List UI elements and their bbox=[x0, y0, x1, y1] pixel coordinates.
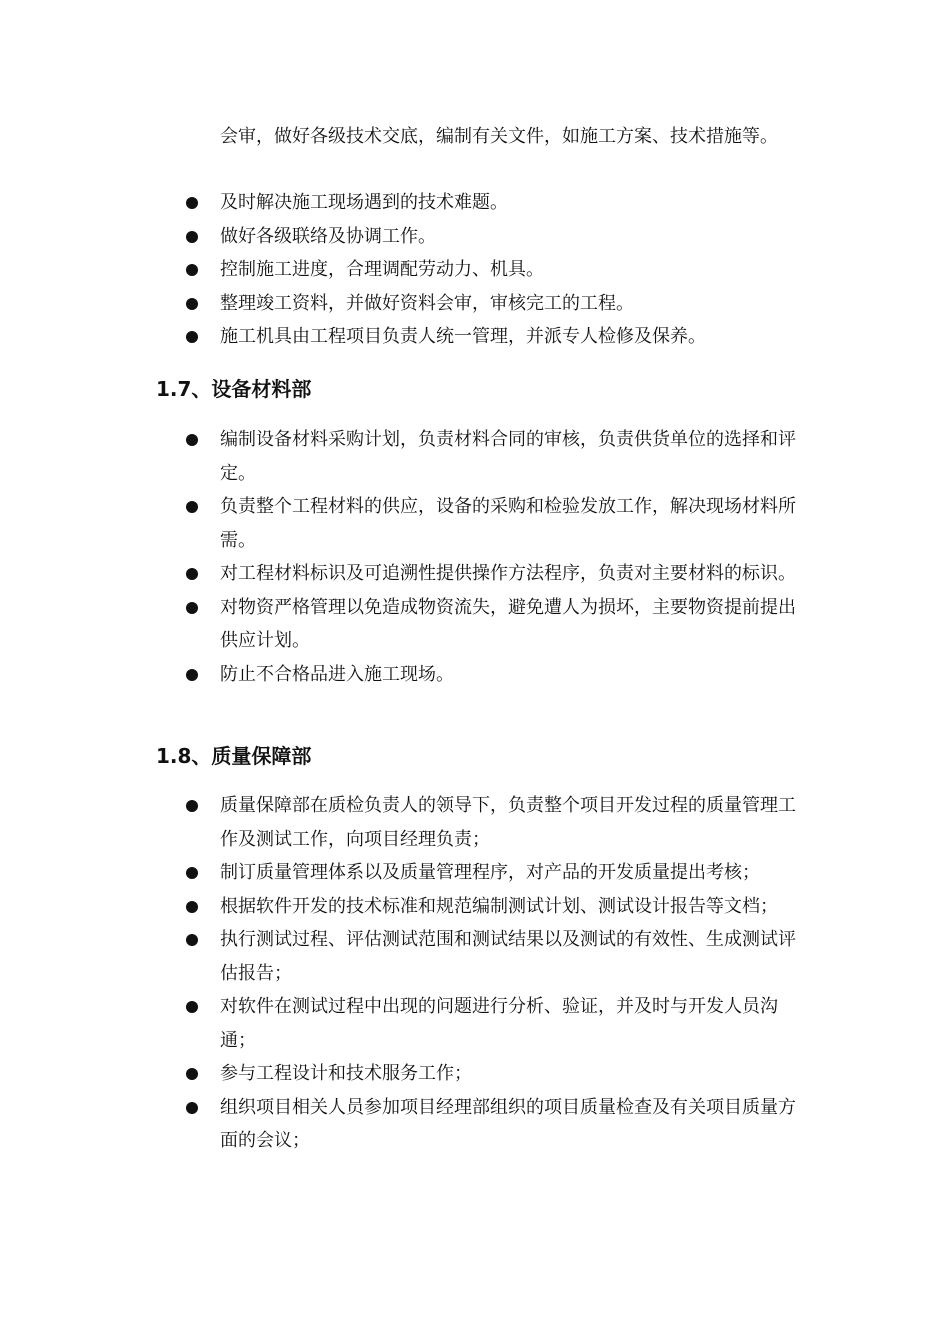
bullet-icon bbox=[186, 1068, 198, 1080]
list-item bbox=[0, 490, 800, 557]
list-item bbox=[0, 658, 800, 692]
list-item-text: 施工机具由工程项目负责人统一管理，并派专人检修及保养。 bbox=[220, 326, 706, 347]
construction-duties-list bbox=[0, 186, 800, 354]
bullet-icon bbox=[186, 501, 198, 513]
list-item bbox=[0, 253, 800, 287]
bullet-icon bbox=[186, 298, 198, 310]
list-item bbox=[0, 923, 800, 990]
list-item-text: 对软件在测试过程中出现的问题进行分析、验证，并及时与开发人员沟通； bbox=[220, 996, 778, 1051]
list-item-text: 防止不合格品进入施工现场。 bbox=[220, 663, 454, 685]
list-item-text: 编制设备材料采购计划，负责材料合同的审核，负责供货单位的选择和评定。 bbox=[220, 429, 796, 484]
bullet-icon bbox=[186, 1001, 198, 1013]
list-item-text: 制订质量管理体系以及质量管理程序，对产品的开发质量提出考核； bbox=[220, 862, 760, 883]
section-heading-equipment-materials: 1.7、设备材料部 bbox=[156, 377, 312, 401]
list-item-text: 对工程材料标识及可追溯性提供操作方法程序，负责对主要材料的标识。 bbox=[220, 563, 796, 584]
list-item-text: 根据软件开发的技术标准和规范编制测试计划、测试设计报告等文档； bbox=[220, 895, 778, 917]
list-item bbox=[0, 591, 800, 658]
list-item-text: 对物资严格管理以免造成物资流失，避免遭人为损坏，主要物资提前提出供应计划。 bbox=[220, 596, 796, 651]
list-item bbox=[0, 1091, 800, 1158]
list-item bbox=[0, 557, 800, 591]
list-item bbox=[0, 320, 800, 354]
list-item bbox=[0, 287, 800, 321]
list-item-text: 做好各级联络及协调工作。 bbox=[220, 225, 436, 247]
list-item-text: 及时解决施工现场遇到的技术难题。 bbox=[220, 192, 508, 213]
list-item-text: 参与工程设计和技术服务工作； bbox=[220, 1063, 472, 1084]
bullet-icon bbox=[186, 1102, 198, 1114]
bullet-icon bbox=[186, 867, 198, 879]
intro-continuation-text: 会审，做好各级技术交底，编制有关文件，如施工方案、技术措施等。 bbox=[220, 126, 778, 147]
bullet-icon bbox=[186, 197, 198, 209]
list-item bbox=[0, 789, 800, 856]
bullet-icon bbox=[186, 331, 198, 343]
list-item-text: 整理竣工资料，并做好资料会审，审核完工的工程。 bbox=[220, 292, 634, 314]
bullet-icon bbox=[186, 669, 198, 681]
list-item-text: 负责整个工程材料的供应，设备的采购和检验发放工作，解决现场材料所需。 bbox=[220, 496, 796, 551]
list-item bbox=[0, 220, 800, 254]
equipment-materials-list bbox=[0, 423, 800, 691]
bullet-icon bbox=[186, 231, 198, 243]
list-item bbox=[0, 856, 800, 890]
list-item-text: 控制施工进度，合理调配劳动力、机具。 bbox=[220, 259, 544, 280]
bullet-icon bbox=[186, 434, 198, 446]
list-item-text: 组织项目相关人员参加项目经理部组织的项目质量检查及有关项目质量方面的会议； bbox=[220, 1096, 796, 1151]
list-item bbox=[0, 1057, 800, 1091]
list-item-text: 执行测试过程、评估测试范围和测试结果以及测试的有效性、生成测试评估报告； bbox=[220, 929, 796, 984]
quality-assurance-list bbox=[0, 789, 800, 1158]
list-item bbox=[0, 990, 800, 1057]
bullet-icon bbox=[186, 264, 198, 276]
list-item bbox=[0, 186, 800, 220]
list-item bbox=[0, 423, 800, 490]
bullet-icon bbox=[186, 568, 198, 580]
section-heading-quality-assurance: 1.8、质量保障部 bbox=[156, 744, 312, 768]
bullet-icon bbox=[186, 934, 198, 946]
list-item-text: 质量保障部在质检负责人的领导下，负责整个项目开发过程的质量管理工作及测试工作，向项目经理负责； bbox=[220, 795, 796, 850]
bullet-icon bbox=[186, 602, 198, 614]
list-item bbox=[0, 890, 800, 924]
bullet-icon bbox=[186, 901, 198, 913]
bullet-icon bbox=[186, 800, 198, 812]
